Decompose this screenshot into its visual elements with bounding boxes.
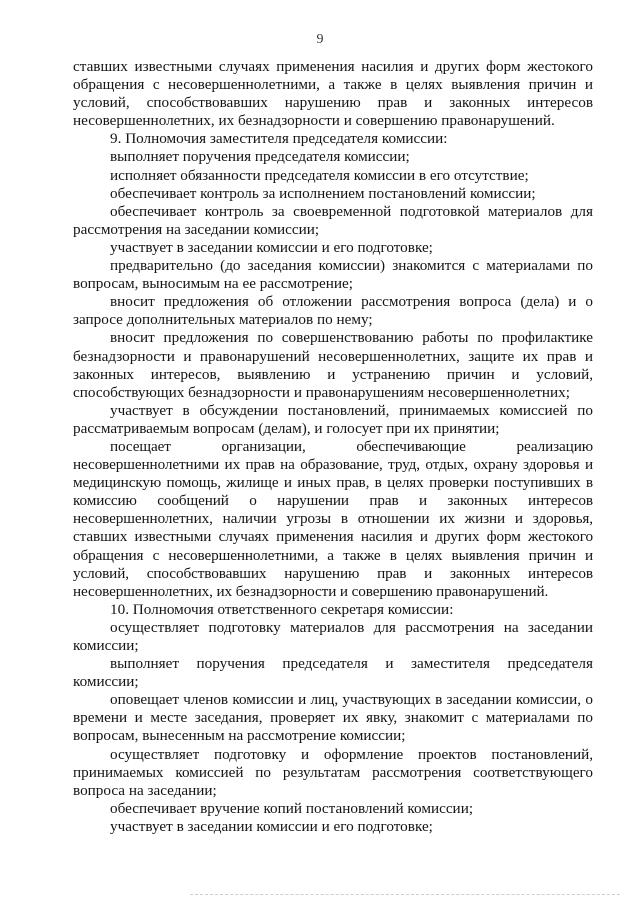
paragraph: обеспечивает вручение копий постановлений комиссии; (110, 799, 474, 817)
paragraph: обеспечивает контроль за своевременной подготовкой материалов для рассмотрения на заседании комиссии; (73, 202, 593, 238)
paragraph: осуществляет подготовку материалов для рассмотрения на заседании комиссии; (73, 618, 593, 654)
paragraph: оповещает членов комиссии и лиц, участвующих в заседании комиссии, о времени и месте заседания, проверяет их явку, знакомит с материалами по вопросам, вынесенным на рассмотрение комиссии; (73, 691, 593, 745)
paragraph: посещает организации, обеспечивающие реализацию несовершеннолетними их прав на образование, труд, отдых, охрану здоровья и медицинскую помощь, жилище и иных прав, в целях проверки поступивших в комиссию сообщений о нарушении прав и законных интересов несовершеннолетних, наличии угрозы в отношении их жизни и здоровья, ставших известными случаях применения насилия и других форм жестокого обращения с несовершеннолетними, а также в целях выявления причин и условий, способствовавших нарушению прав и законных интересов несовершеннолетних, их безнадзорности и совершению правонарушений. (73, 437, 593, 600)
paragraph: выполняет поручения председателя и заместителя председателя комиссии; (73, 655, 593, 691)
paragraph: выполняет поручения председателя комиссии; (110, 148, 410, 166)
section-10-heading: 10. Полномочия ответственного секретаря комиссии: (110, 600, 454, 618)
paragraph: участвует в заседании комиссии и его подготовке; (110, 238, 433, 256)
paragraph: вносит предложения об отложении рассмотрения вопроса (дела) и о запросе дополнительных материалов по нему; (73, 293, 593, 329)
paragraph: обеспечивает контроль за исполнением постановлений комиссии; (110, 184, 536, 202)
paragraph: участвует в обсуждении постановлений, принимаемых комиссией по рассматриваемым вопросам (делам), и голосует при их принятии; (73, 401, 593, 437)
scan-bottom-edge (190, 894, 620, 895)
paragraph: осуществляет подготовку и оформление проектов постановлений, принимаемых комиссией по результатам рассмотрения соответствующего вопроса на заседании; (73, 745, 593, 799)
paragraph: участвует в заседании комиссии и его подготовке; (110, 817, 433, 835)
section-9-heading: 9. Полномочия заместителя председателя комиссии: (110, 130, 448, 148)
paragraph: предварительно (до заседания комиссии) знакомится с материалами по вопросам, выносимым на ее рассмотрение; (73, 257, 593, 293)
document-body (73, 58, 593, 836)
page-number: 9 (316, 32, 324, 47)
paragraph: вносит предложения по совершенствованию работы по профилактике безнадзорности и правонарушений несовершеннолетних, защите их прав и законных интересов, выявлению и устранению причин и условий, способствующих безнадзорности и правонарушениям несовершеннолетних; (73, 329, 593, 401)
paragraph-continuation: ставших известными случаях применения насилия и других форм жестокого обращения с несовершеннолетними, а также в целях выявления причин и условий, способствовавших нарушению прав и законных интересов несовершеннолетних, их безнадзорности и совершению правонарушений. (73, 58, 593, 130)
paragraph: исполняет обязанности председателя комиссии в его отсутствие; (110, 166, 529, 184)
